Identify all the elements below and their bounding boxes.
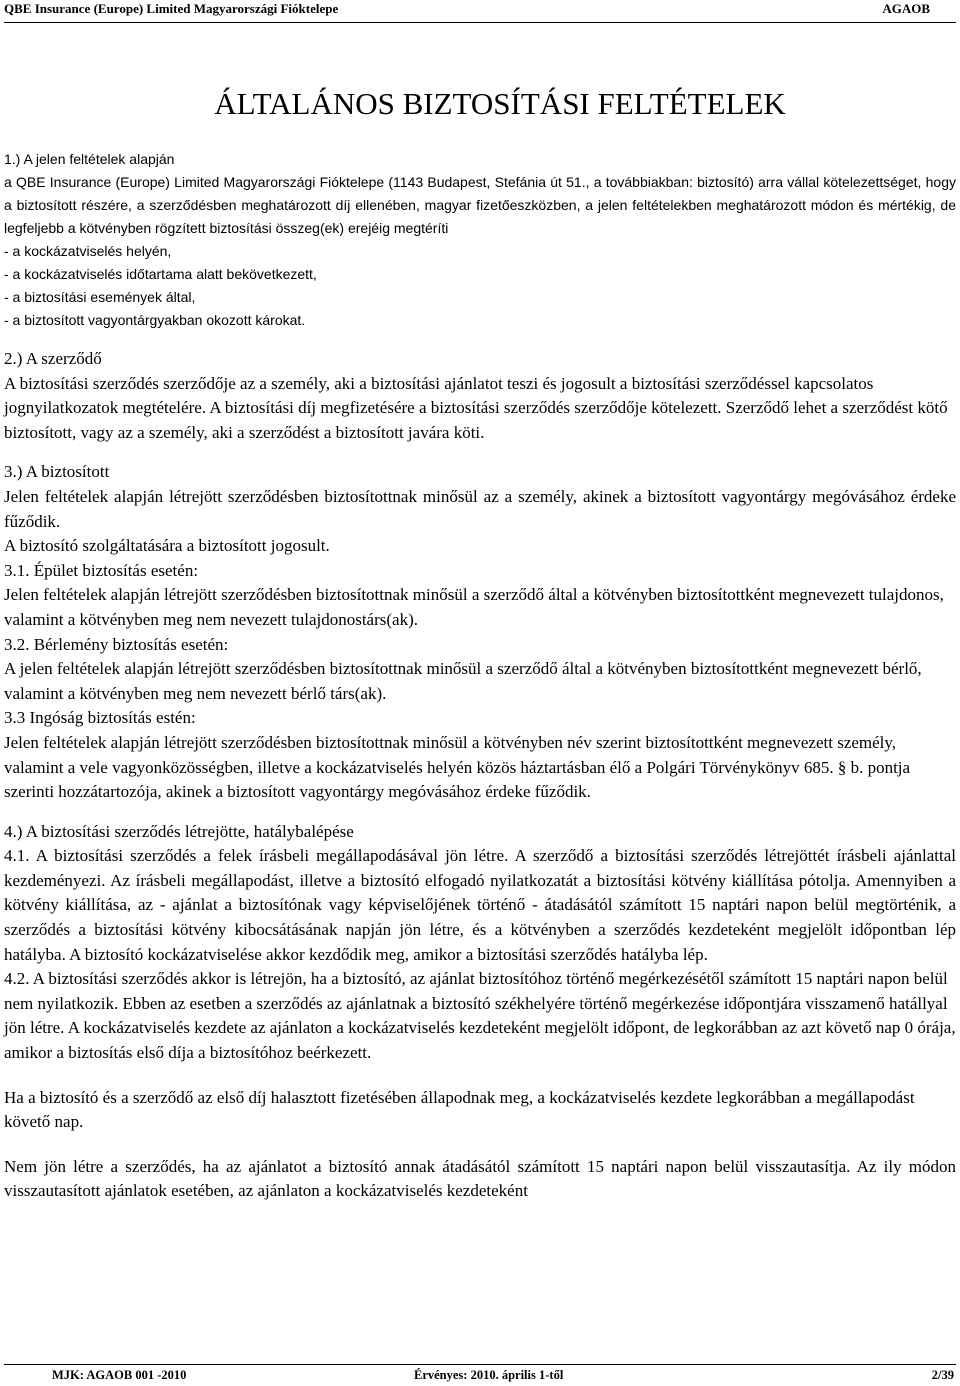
section-3-body-2: A biztosító szolgáltatására a biztosított jogosult. (4, 536, 330, 556)
section-2 (4, 347, 956, 445)
section-4-heading: 4.) A biztosítási szerződés létrejötte, hatálybalépése (4, 821, 354, 841)
section-4-4-body: Nem jön létre a szerződés, ha az ajánlatot a biztosító annak átadásától számított 15 naptári napon belül visszautasítja. Az ily módon visszautasított ajánlatok esetében, az ajánlaton a kockázatviselés kezdeteként (4, 1156, 956, 1201)
section-3-heading: 3.) A biztosított (4, 462, 110, 482)
header-company: QBE Insurance (Europe) Limited Magyarországi Fióktelepe (4, 1, 339, 16)
list-item: - a kockázatviselés helyén, (4, 243, 172, 259)
section-2-body: A biztosítási szerződés szerződője az a személy, aki a biztosítási ajánlatot teszi és jogosult a biztosítási szerződéssel kapcsolatos jognyilatkozatok megtételére. A biztosítási díj megfizetésére a biztosítási szerződés szerződője kötelezett. Szerződő lehet a szerződést kötő biztosított, vagy az a személy, aki a szerződést a biztosított javára köti. (4, 373, 948, 442)
page-footer (4, 1364, 956, 1385)
section-3-2-heading: 3.2. Bérlemény biztosítás esetén: (4, 634, 229, 654)
section-1-heading: 1.) A jelen feltételek alapján (4, 151, 175, 167)
section-4-2-body: 4.2. A biztosítási szerződés akkor is létrejön, ha a biztosító, az ajánlat biztosítóhoz történő megérkezésétől számított 15 naptári napon belül nem nyilatkozik. Ebben az esetben a szerződés az ajánlatnak a biztosító székhelyére történő megérkezése időpontjára visszamenő hatállyal jön létre. A kockázatviselés kezdete az ajánlaton a kockázatviselés kezdeteként megjelölt időpont, de legkorábban az azt követő nap 0 órája, amikor a biztosítás első díja a biztosítóhoz beérkezett. (4, 969, 956, 1063)
section-1 (4, 148, 956, 332)
section-4-3-body: Ha a biztosító és a szerződő az első díj halasztott fizetésében állapodnak meg, a kockázatviselés kezdete legkorábban a megállapodást követő nap. (4, 1087, 915, 1132)
section-3-1-heading: 3.1. Épület biztosítás esetén: (4, 560, 199, 580)
footer-document-code: MJK: AGAOB 001 -2010 (52, 1368, 187, 1382)
list-item: - a kockázatviselés időtartama alatt bekövetkezett, (4, 266, 317, 282)
footer-validity: Érvényes: 2010. április 1-től (414, 1368, 564, 1382)
list-item: - a biztosítási események által, (4, 289, 196, 305)
page-header (4, 0, 956, 23)
section-1-body: a QBE Insurance (Europe) Limited Magyarországi Fióktelepe (1143 Budapest, Stefánia út 51., a továbbiakban: biztosító) arra vállal kötelezettséget, hogy a biztosított részére, a szerződésben meghatározott díj ellenében, magyar fizetőeszközben, a jelen feltételekben meghatározott módon és mértékig, de legfeljebb a kötvényben rögzített biztosítási összeg(ek) erejéig megtéríti (4, 174, 956, 236)
section-3-3-heading: 3.3 Ingóság biztosítás estén: (4, 708, 196, 728)
section-3-3-body: Jelen feltételek alapján létrejött szerződésben biztosítottnak minősül a kötvényben név szerint biztosítottként megnevezett személy, valamint a vele vagyonközösségben, illetve a kockázatviselés helyén közös háztartásban élő a Polgári Törvénykönyv 685. § b. pontja szerinti hozzátartozója, akinek a biztosított vagyontárgy megóvásához érdeke fűződik. (4, 732, 911, 802)
section-3 (4, 460, 956, 804)
header-code: AGAOB (882, 1, 930, 16)
section-4-1-body: 4.1. A biztosítási szerződés a felek írásbeli megállapodásával jön létre. A szerződő a biztosítási szerződés létrejöttét írásbeli ajánlattal kezdeményezi. Az írásbeli megállapodást, illetve a biztosító elfogadó nyilatkozatát a biztosítási kötvény kiállítása pótolja. Amennyiben a kötvény kiállítása, az - ajánlat a biztosítónak vagy képviselőjének történő - átadásától számított 15 naptári napon belül megtörténik, a szerződés a biztosítási kötvény kibocsátásának napján jön létre, és a kötvényben a szerződés kezdeteként megjelölt időpontban lép hatályba. A biztosító kockázatviselése akkor kezdődik meg, amikor a biztosítási szerződés hatályba lép. (4, 846, 956, 964)
section-3-1-body: Jelen feltételek alapján létrejött szerződésben biztosítottnak minősül a szerződő által a kötvényben biztosítottként megnevezett tulajdonos, valamint a kötvényben meg nem nevezett tulajdonostárs(ak). (4, 585, 944, 629)
section-2-heading: 2.) A szerződő (4, 349, 102, 368)
document-body (4, 148, 956, 1204)
document-title: ÁLTALÁNOS BIZTOSÍTÁSI FELTÉTELEK (214, 86, 786, 121)
page-number: 2/39 (931, 1368, 954, 1382)
list-item: - a biztosított vagyontárgyakban okozott károkat. (4, 312, 306, 328)
section-3-body: Jelen feltételek alapján létrejött szerződésben biztosítottnak minősül az a személy, akinek a biztosított vagyontárgy megóvásához érdeke fűződik. (4, 486, 956, 531)
section-4 (4, 820, 956, 1204)
section-3-2-body: A jelen feltételek alapján létrejött szerződésben biztosítottnak minősül a szerződő által a kötvényben biztosítottként megnevezett bérlő, valamint a kötvényben meg nem nevezett bérlő társ(ak). (4, 659, 922, 703)
